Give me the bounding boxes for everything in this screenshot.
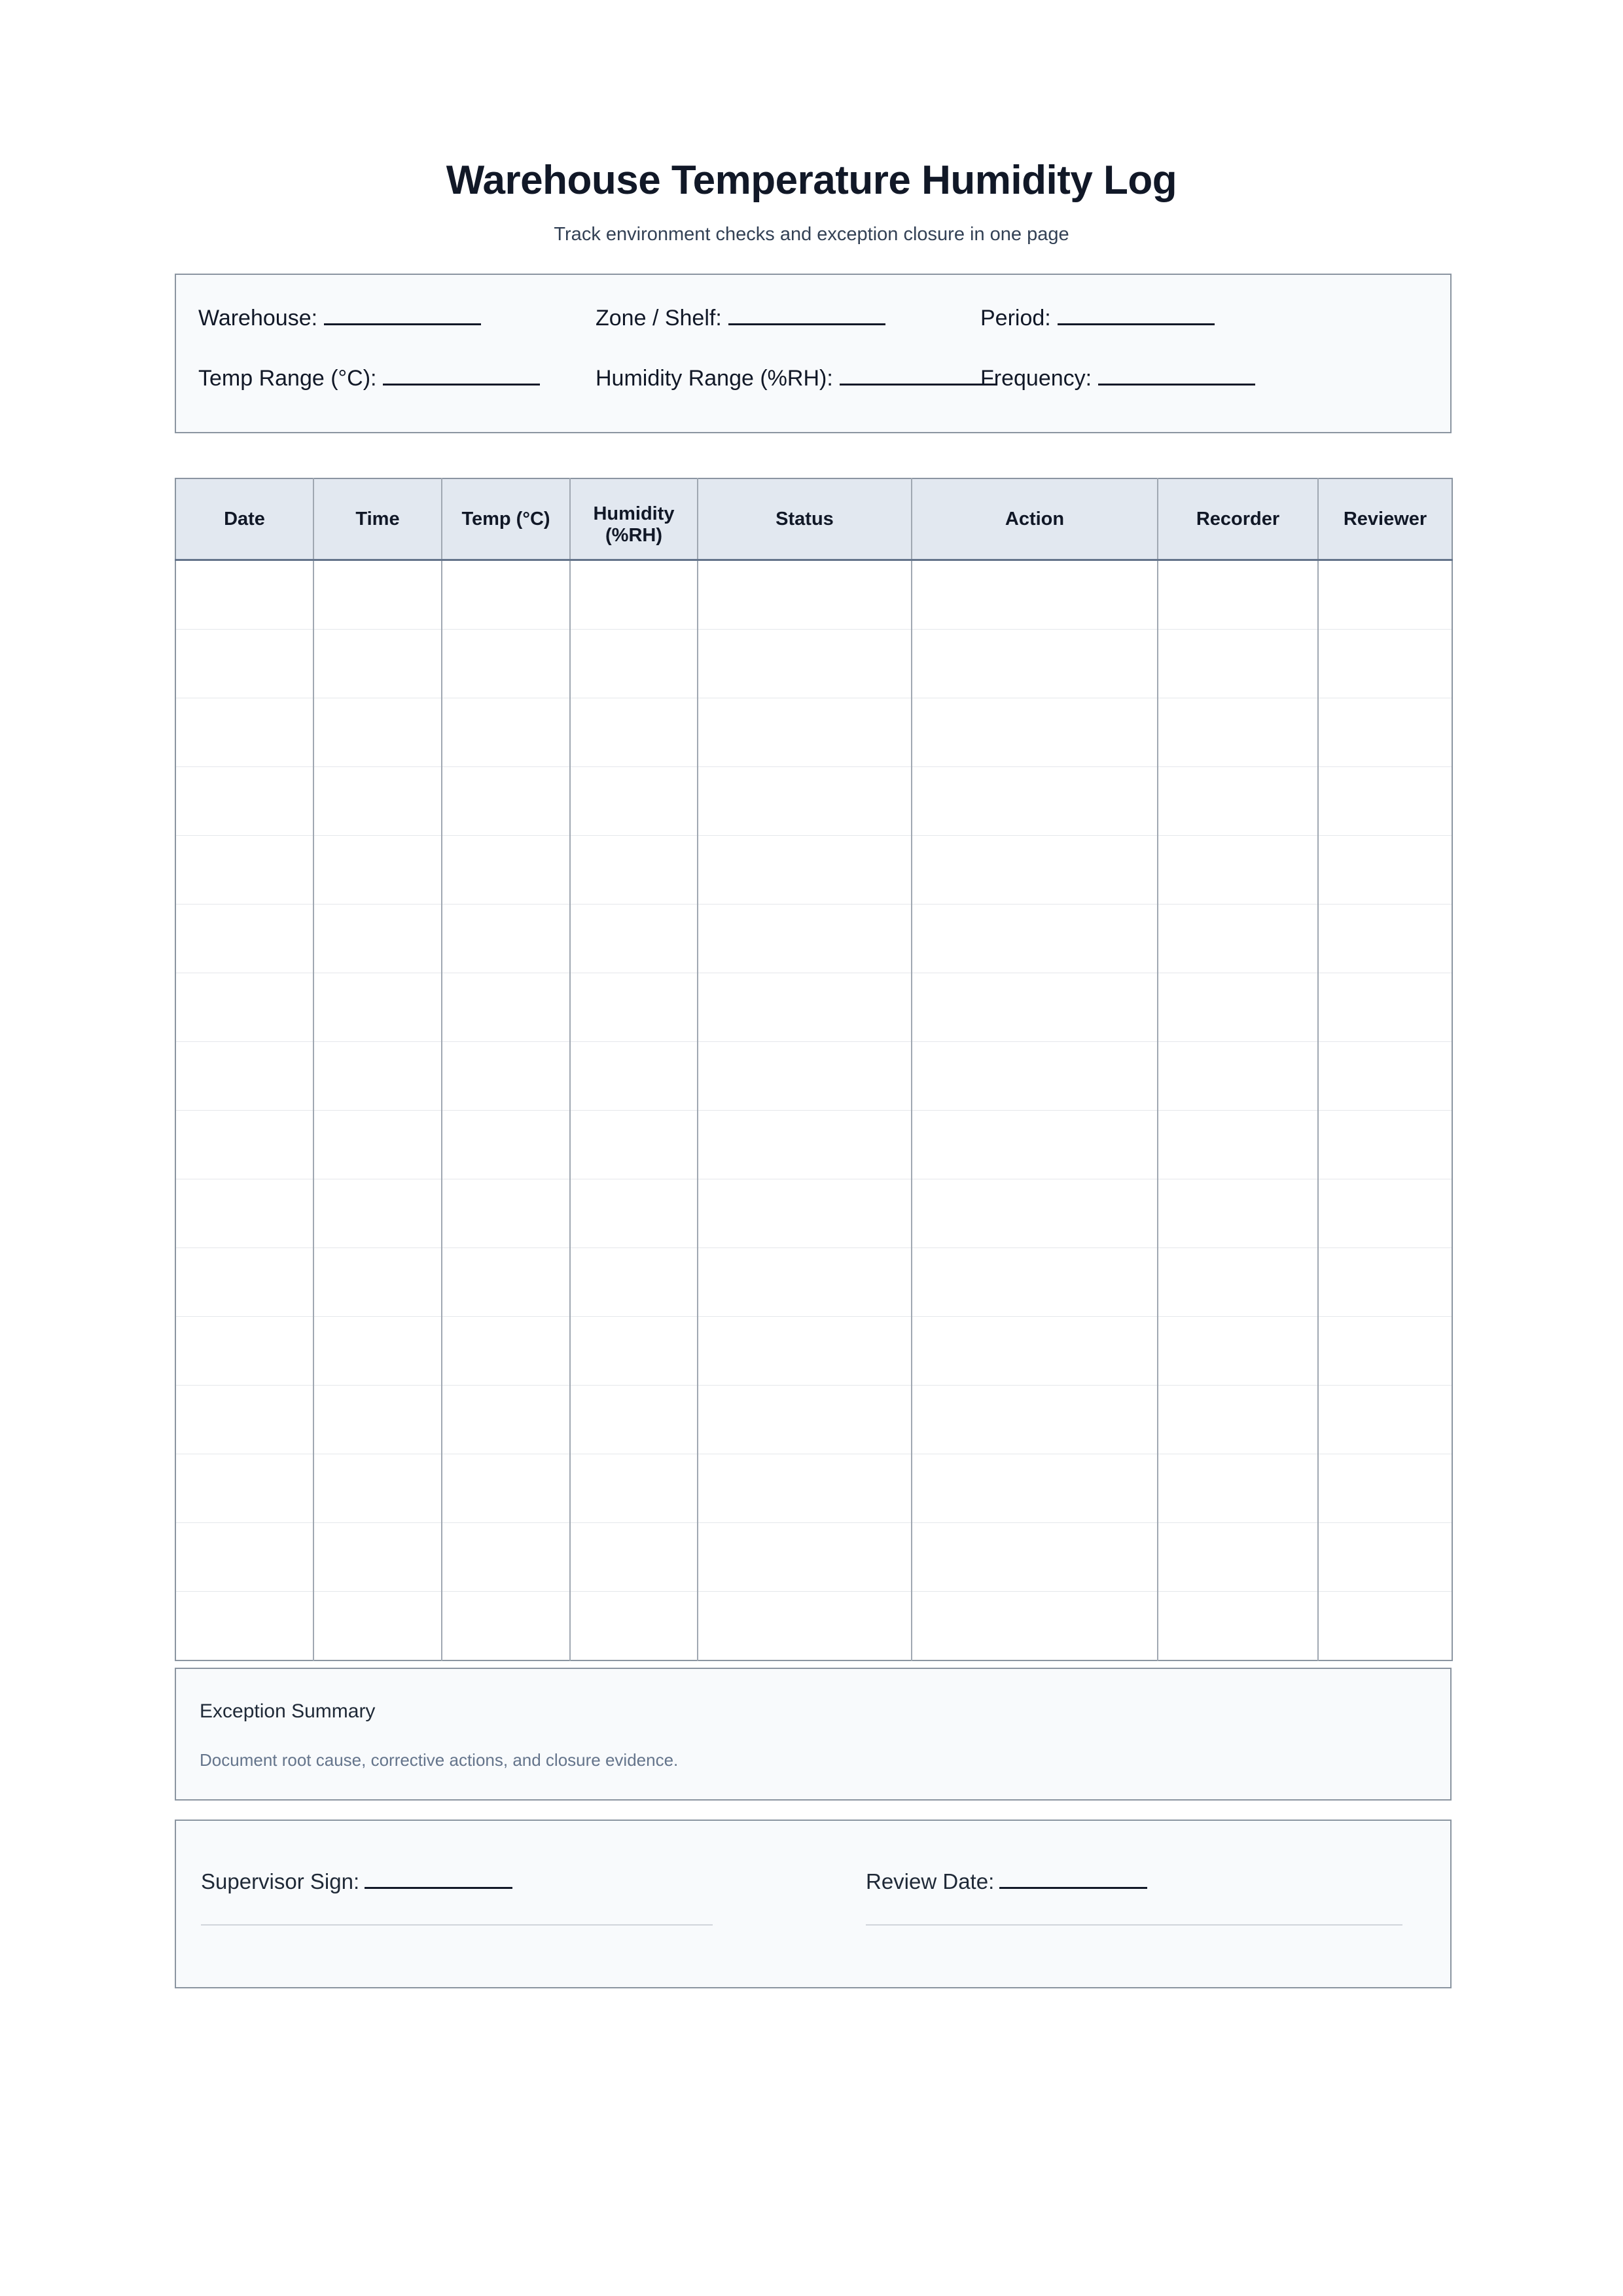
table-cell[interactable] xyxy=(570,905,698,973)
table-cell[interactable] xyxy=(442,905,570,973)
table-cell[interactable] xyxy=(570,1248,698,1317)
table-cell[interactable] xyxy=(698,1248,912,1317)
table-cell[interactable] xyxy=(313,1042,442,1111)
table-cell[interactable] xyxy=(1318,767,1452,836)
table-cell[interactable] xyxy=(1318,905,1452,973)
table-cell[interactable] xyxy=(442,630,570,698)
table-cell[interactable] xyxy=(570,698,698,767)
signoff-box xyxy=(175,1820,1452,1988)
table-cell[interactable] xyxy=(1158,698,1318,767)
table-cell[interactable] xyxy=(175,560,313,630)
table-cell[interactable] xyxy=(442,1248,570,1317)
frequency-blank[interactable] xyxy=(1098,365,1255,386)
supervisor-sign-label: Supervisor Sign: xyxy=(201,1869,360,1893)
table-cell[interactable] xyxy=(442,1592,570,1661)
table-cell[interactable] xyxy=(1158,1317,1318,1386)
header-info-box xyxy=(175,274,1452,433)
table-cell[interactable] xyxy=(313,1111,442,1179)
table-cell[interactable] xyxy=(1158,560,1318,630)
table-cell[interactable] xyxy=(442,1523,570,1592)
table-cell[interactable] xyxy=(570,1386,698,1454)
table-cell[interactable] xyxy=(570,1042,698,1111)
table-cell[interactable] xyxy=(442,973,570,1042)
table-cell[interactable] xyxy=(912,905,1158,973)
table-cell[interactable] xyxy=(442,767,570,836)
table-cell[interactable] xyxy=(1318,630,1452,698)
warehouse-blank[interactable] xyxy=(324,305,481,325)
table-cell[interactable] xyxy=(698,1111,912,1179)
table-cell[interactable] xyxy=(1318,1111,1452,1179)
table-cell[interactable] xyxy=(1158,1111,1318,1179)
period-label: Period: xyxy=(980,306,1051,331)
table-cell[interactable] xyxy=(698,1454,912,1523)
table-cell[interactable] xyxy=(912,1111,1158,1179)
table-cell[interactable] xyxy=(1158,1042,1318,1111)
table-cell[interactable] xyxy=(175,767,313,836)
table-cell[interactable] xyxy=(912,1454,1158,1523)
table-cell[interactable] xyxy=(698,836,912,905)
table-cell[interactable] xyxy=(442,1179,570,1248)
table-cell[interactable] xyxy=(1158,973,1318,1042)
table-cell[interactable] xyxy=(1318,836,1452,905)
table-cell[interactable] xyxy=(1318,560,1452,630)
table-cell[interactable] xyxy=(570,1454,698,1523)
table-cell[interactable] xyxy=(313,767,442,836)
table-row xyxy=(175,1454,1452,1523)
period-blank[interactable] xyxy=(1058,305,1215,325)
table-cell[interactable] xyxy=(313,836,442,905)
table-cell[interactable] xyxy=(1318,1386,1452,1454)
table-cell[interactable] xyxy=(1158,1386,1318,1454)
review-date-label: Review Date: xyxy=(866,1869,995,1893)
review-date-blank[interactable] xyxy=(999,1870,1147,1889)
table-cell[interactable] xyxy=(175,905,313,973)
table-cell[interactable] xyxy=(1318,1179,1452,1248)
table-cell[interactable] xyxy=(698,698,912,767)
table-cell[interactable] xyxy=(1318,1248,1452,1317)
table-row xyxy=(175,1042,1452,1111)
table-cell[interactable] xyxy=(570,560,698,630)
table-row xyxy=(175,1317,1452,1386)
table-cell[interactable] xyxy=(1318,973,1452,1042)
table-cell[interactable] xyxy=(698,767,912,836)
table-cell[interactable] xyxy=(442,1317,570,1386)
column-header-action: Action xyxy=(912,478,1158,560)
table-cell[interactable] xyxy=(912,836,1158,905)
table-cell[interactable] xyxy=(698,630,912,698)
table-cell[interactable] xyxy=(175,1386,313,1454)
column-header-time: Time xyxy=(313,478,442,560)
log-table xyxy=(175,478,1453,1661)
table-cell[interactable] xyxy=(1318,1454,1452,1523)
table-cell[interactable] xyxy=(570,973,698,1042)
table-cell[interactable] xyxy=(313,560,442,630)
table-cell[interactable] xyxy=(698,1592,912,1661)
table-row xyxy=(175,1248,1452,1317)
table-cell[interactable] xyxy=(442,1454,570,1523)
temp-range-blank[interactable] xyxy=(383,365,540,386)
humidity-range-field[interactable] xyxy=(596,365,997,391)
table-cell[interactable] xyxy=(1318,1317,1452,1386)
table-cell[interactable] xyxy=(912,973,1158,1042)
table-cell[interactable] xyxy=(698,1317,912,1386)
table-cell[interactable] xyxy=(570,1523,698,1592)
table-cell[interactable] xyxy=(1158,630,1318,698)
table-cell[interactable] xyxy=(1158,905,1318,973)
table-cell[interactable] xyxy=(1158,1523,1318,1592)
table-cell[interactable] xyxy=(175,1248,313,1317)
column-header-recorder: Recorder xyxy=(1158,478,1318,560)
table-cell[interactable] xyxy=(912,1523,1158,1592)
table-cell[interactable] xyxy=(1318,1042,1452,1111)
humidity-range-label: Humidity Range (%RH): xyxy=(596,366,833,391)
table-cell[interactable] xyxy=(175,1592,313,1661)
table-cell[interactable] xyxy=(1318,1592,1452,1661)
exception-summary-note: Document root cause, corrective actions, and closure evidence. xyxy=(200,1750,679,1770)
table-cell[interactable] xyxy=(698,560,912,630)
humidity-range-blank[interactable] xyxy=(840,365,997,386)
table-cell[interactable] xyxy=(313,1248,442,1317)
column-header-date: Date xyxy=(175,478,313,560)
temp-range-field[interactable] xyxy=(198,365,540,391)
table-cell[interactable] xyxy=(912,1386,1158,1454)
table-cell[interactable] xyxy=(1158,836,1318,905)
exception-summary-title: Exception Summary xyxy=(200,1700,376,1722)
table-cell[interactable] xyxy=(1158,1248,1318,1317)
zone-shelf-blank[interactable] xyxy=(728,305,885,325)
frequency-label: Frequency: xyxy=(980,366,1092,391)
table-cell[interactable] xyxy=(912,1179,1158,1248)
table-cell[interactable] xyxy=(912,560,1158,630)
table-cell[interactable] xyxy=(570,1179,698,1248)
table-cell[interactable] xyxy=(912,1317,1158,1386)
table-cell[interactable] xyxy=(313,973,442,1042)
table-cell[interactable] xyxy=(175,1454,313,1523)
column-header-humidity: Humidity (%RH) xyxy=(570,478,698,560)
review-date-field[interactable] xyxy=(866,1869,1147,1894)
zone-shelf-field[interactable] xyxy=(596,305,885,331)
table-cell[interactable] xyxy=(570,767,698,836)
frequency-field[interactable] xyxy=(980,365,1255,391)
table-cell[interactable] xyxy=(912,698,1158,767)
table-cell[interactable] xyxy=(313,1454,442,1523)
table-row xyxy=(175,698,1452,767)
table-row xyxy=(175,560,1452,630)
table-cell[interactable] xyxy=(570,1592,698,1661)
table-row xyxy=(175,1592,1452,1661)
table-cell[interactable] xyxy=(912,767,1158,836)
table-cell[interactable] xyxy=(313,1179,442,1248)
table-cell[interactable] xyxy=(175,1317,313,1386)
supervisor-sign-blank[interactable] xyxy=(365,1870,512,1889)
table-cell[interactable] xyxy=(698,905,912,973)
table-cell[interactable] xyxy=(1158,1592,1318,1661)
table-cell[interactable] xyxy=(175,1179,313,1248)
table-cell[interactable] xyxy=(570,1111,698,1179)
table-cell[interactable] xyxy=(313,1317,442,1386)
column-header-reviewer: Reviewer xyxy=(1318,478,1452,560)
table-row xyxy=(175,1523,1452,1592)
table-cell[interactable] xyxy=(912,1042,1158,1111)
table-cell[interactable] xyxy=(1158,767,1318,836)
table-row xyxy=(175,630,1452,698)
column-header-temp: Temp (°C) xyxy=(442,478,570,560)
table-header-row xyxy=(175,478,1452,560)
table-cell[interactable] xyxy=(313,630,442,698)
table-row xyxy=(175,905,1452,973)
table-cell[interactable] xyxy=(313,905,442,973)
column-header-status: Status xyxy=(698,478,912,560)
table-cell[interactable] xyxy=(570,1317,698,1386)
temp-range-label: Temp Range (°C): xyxy=(198,366,377,391)
table-cell[interactable] xyxy=(698,1386,912,1454)
table-cell[interactable] xyxy=(175,630,313,698)
table-body xyxy=(175,560,1452,1661)
table-cell[interactable] xyxy=(698,1523,912,1592)
warehouse-field[interactable] xyxy=(198,305,481,331)
warehouse-label: Warehouse: xyxy=(198,306,318,331)
table-cell[interactable] xyxy=(313,1523,442,1592)
table-cell[interactable] xyxy=(442,1386,570,1454)
table-cell[interactable] xyxy=(175,1042,313,1111)
table-cell[interactable] xyxy=(912,630,1158,698)
table-cell[interactable] xyxy=(442,1111,570,1179)
table-cell[interactable] xyxy=(698,973,912,1042)
table-cell[interactable] xyxy=(175,973,313,1042)
table-row xyxy=(175,1179,1452,1248)
table-cell[interactable] xyxy=(1158,1454,1318,1523)
table-cell[interactable] xyxy=(570,630,698,698)
zone-shelf-label: Zone / Shelf: xyxy=(596,306,722,331)
table-cell[interactable] xyxy=(1318,1523,1452,1592)
table-cell[interactable] xyxy=(313,698,442,767)
table-cell[interactable] xyxy=(442,1042,570,1111)
table-cell[interactable] xyxy=(698,1179,912,1248)
table-cell[interactable] xyxy=(698,1042,912,1111)
table-cell[interactable] xyxy=(442,836,570,905)
table-cell[interactable] xyxy=(175,836,313,905)
table-row xyxy=(175,767,1452,836)
exception-summary-box[interactable] xyxy=(175,1668,1452,1801)
supervisor-sign-line xyxy=(201,1924,713,1926)
page-title: Warehouse Temperature Humidity Log xyxy=(446,158,1177,203)
table-cell[interactable] xyxy=(570,836,698,905)
table-cell[interactable] xyxy=(313,1386,442,1454)
table-cell[interactable] xyxy=(175,1111,313,1179)
supervisor-sign-field[interactable] xyxy=(201,1869,512,1894)
table-cell[interactable] xyxy=(1318,698,1452,767)
review-date-line xyxy=(866,1924,1402,1926)
table-cell[interactable] xyxy=(442,560,570,630)
table-cell[interactable] xyxy=(442,698,570,767)
table-row xyxy=(175,973,1452,1042)
page-subtitle: Track environment checks and exception closure in one page xyxy=(554,224,1069,245)
table-cell[interactable] xyxy=(175,698,313,767)
table-cell[interactable] xyxy=(313,1592,442,1661)
table-row xyxy=(175,1386,1452,1454)
table-row xyxy=(175,1111,1452,1179)
table-cell[interactable] xyxy=(1158,1179,1318,1248)
table-row xyxy=(175,836,1452,905)
table-cell[interactable] xyxy=(175,1523,313,1592)
period-field[interactable] xyxy=(980,305,1215,331)
table-cell[interactable] xyxy=(912,1248,1158,1317)
table-cell[interactable] xyxy=(912,1592,1158,1661)
